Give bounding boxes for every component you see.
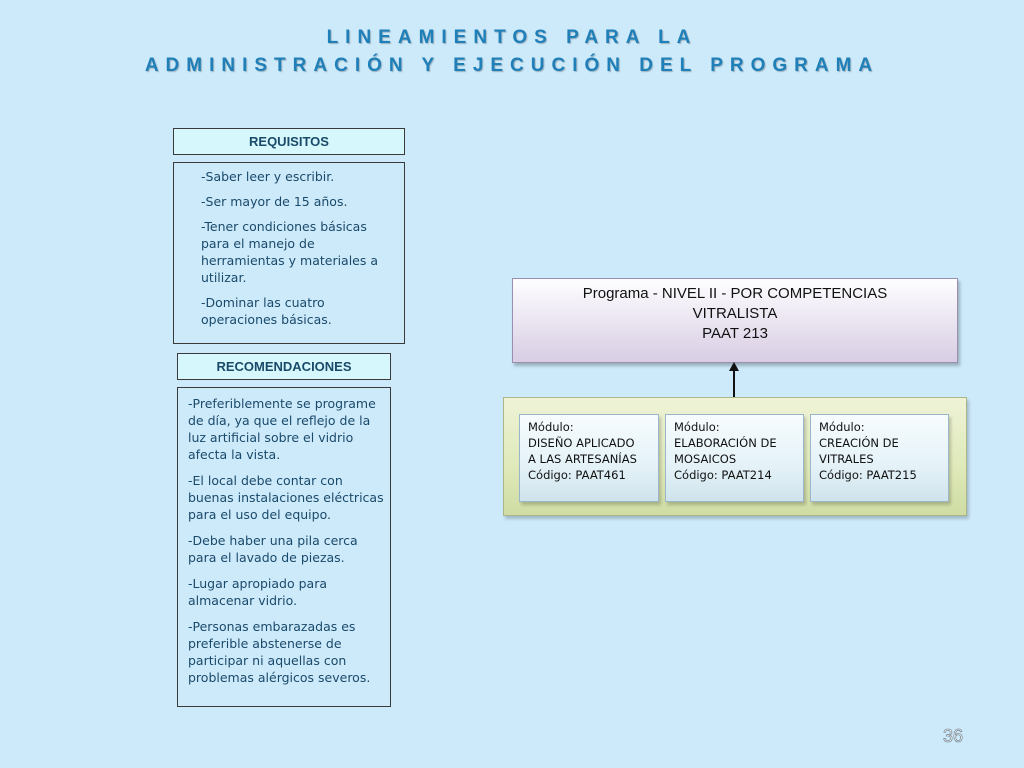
recomendaciones-box: [177, 387, 391, 707]
requisito-item: -Saber leer y escribir.: [201, 169, 335, 184]
recomendacion-item: -Debe haber una pila cerca para el lavado de piezas.: [188, 533, 358, 565]
requisito-item: -Tener condiciones básicas para el manejo de herramientas y materiales a utilizar.: [201, 219, 379, 285]
module-label: Módulo:: [674, 420, 720, 434]
module-card: [810, 414, 949, 502]
module-label: Módulo:: [819, 420, 865, 434]
module-name: ELABORACIÓN DE: [674, 436, 777, 450]
recomendacion-item: -Preferiblemente se programe de día, ya que el reflejo de la luz artificial sobre el vidrio afecta la vista.: [188, 396, 376, 462]
page-number: 36: [942, 726, 964, 746]
recomendacion-item: -Lugar apropiado para almacenar vidrio.: [188, 576, 328, 608]
module-name: CREACIÓN DE: [819, 436, 899, 450]
page-title-line-1: LINEAMIENTOS PARA LA: [326, 27, 698, 48]
connector-line: [733, 368, 735, 399]
module-code: Código: PAAT215: [819, 468, 917, 482]
recomendacion-item: -Personas embarazadas es preferible abstenerse de participar ni aquellas con problemas alérgicos severos.: [188, 619, 371, 685]
module-card: [519, 414, 659, 502]
module-code: Código: PAAT214: [674, 468, 772, 482]
recomendaciones-header: RECOMENDACIONES: [177, 353, 391, 380]
module-name: MOSAICOS: [674, 452, 737, 466]
requisitos-header: REQUISITOS: [173, 128, 405, 155]
page-title-line-2: ADMINISTRACIÓN Y EJECUCIÓN DEL PROGRAMA: [144, 55, 880, 76]
module-name: VITRALES: [819, 452, 874, 466]
programa-code: PAAT 213: [702, 325, 768, 342]
recomendacion-item: -El local debe contar con buenas instalaciones eléctricas para el uso del equipo.: [188, 473, 384, 522]
programa-title: Programa - NIVEL II - POR COMPETENCIAS: [582, 285, 888, 302]
module-card: [665, 414, 804, 502]
programa-name: VITRALISTA: [692, 305, 778, 322]
requisitos-box: [173, 162, 405, 344]
module-code: Código: PAAT461: [528, 468, 626, 482]
module-label: Módulo:: [528, 420, 574, 434]
module-name: DISEÑO APLICADO: [528, 436, 635, 450]
requisito-item: -Ser mayor de 15 años.: [201, 194, 348, 209]
programa-box: [512, 278, 958, 363]
module-name: A LAS ARTESANÍAS: [528, 452, 637, 466]
arrow-up-icon: [729, 362, 739, 371]
requisito-item: -Dominar las cuatro operaciones básicas.: [201, 295, 332, 327]
